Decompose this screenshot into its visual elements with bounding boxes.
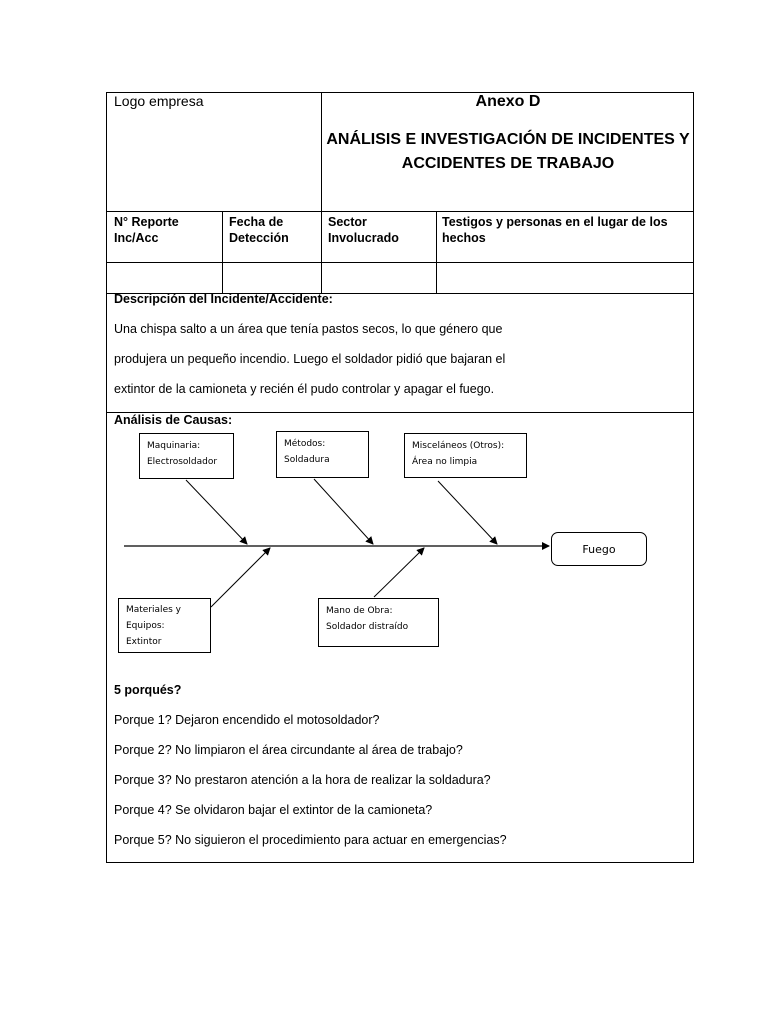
cause-methods bbox=[276, 431, 369, 478]
page-title: ANÁLISIS E INVESTIGACIÓN DE INCIDENTES Y ACCIDENTES DE TRABAJO bbox=[326, 131, 690, 172]
cause-labor-label: Mano de Obra: bbox=[326, 606, 393, 616]
why-2: Porque 2? No limpiaron el área circundante al área de trabajo? bbox=[114, 743, 463, 757]
cause-materials-label-2: Equipos: bbox=[126, 621, 165, 631]
whys-heading: 5 porqués? bbox=[114, 683, 182, 697]
description-line-3: extintor de la camioneta y recién él pudo controlar y apagar el fuego. bbox=[114, 382, 495, 396]
annex-label: Anexo D bbox=[475, 93, 541, 110]
cause-materials-label-1: Materiales y bbox=[126, 605, 181, 615]
why-4: Porque 4? Se olvidaron bajar el extintor de la camioneta? bbox=[114, 803, 433, 817]
col-report-number: N° Reporte Inc/Acc bbox=[114, 215, 179, 245]
cause-materials bbox=[118, 598, 211, 653]
cause-materials-value: Extintor bbox=[126, 637, 162, 647]
cause-methods-label: Métodos: bbox=[284, 439, 326, 449]
col-witnesses: Testigos y personas en el lugar de los hechos bbox=[442, 215, 668, 245]
branch-labor bbox=[374, 548, 424, 597]
why-1: Porque 1? Dejaron encendido el motosoldador? bbox=[114, 713, 380, 727]
branch-misc bbox=[438, 481, 497, 544]
description-heading: Descripción del Incidente/Accidente: bbox=[114, 292, 333, 306]
cause-misc bbox=[404, 433, 527, 478]
col-sector: Sector Involucrado bbox=[328, 215, 399, 245]
cause-misc-value: Área no limpia bbox=[412, 457, 478, 467]
logo-placeholder: Logo empresa bbox=[114, 93, 204, 109]
cause-machinery-value: Electrosoldador bbox=[147, 457, 218, 467]
branch-materials bbox=[211, 548, 270, 607]
cause-misc-label: Misceláneos (Otros): bbox=[412, 441, 505, 451]
col-detection-date: Fecha de Detección bbox=[229, 215, 289, 245]
branch-methods bbox=[314, 479, 373, 544]
why-5: Porque 5? No siguieron el procedimiento para actuar en emergencias? bbox=[114, 833, 507, 847]
why-3: Porque 3? No prestaron atención a la hora de realizar la soldadura? bbox=[114, 773, 491, 787]
cause-machinery bbox=[139, 433, 234, 479]
effect-fire: Fuego bbox=[551, 532, 647, 566]
description-line-2: produjera un pequeño incendio. Luego el soldador pidió que bajaran el bbox=[114, 352, 506, 366]
branch-machinery bbox=[186, 480, 247, 544]
cause-machinery-label: Maquinaria: bbox=[147, 441, 201, 451]
cause-labor-value: Soldador distraído bbox=[326, 622, 409, 632]
cause-methods-value: Soldadura bbox=[284, 455, 330, 465]
cause-labor bbox=[318, 598, 439, 647]
analysis-heading: Análisis de Causas: bbox=[114, 413, 233, 427]
description-line-1: Una chispa salto a un área que tenía pastos secos, lo que género que bbox=[114, 322, 503, 336]
